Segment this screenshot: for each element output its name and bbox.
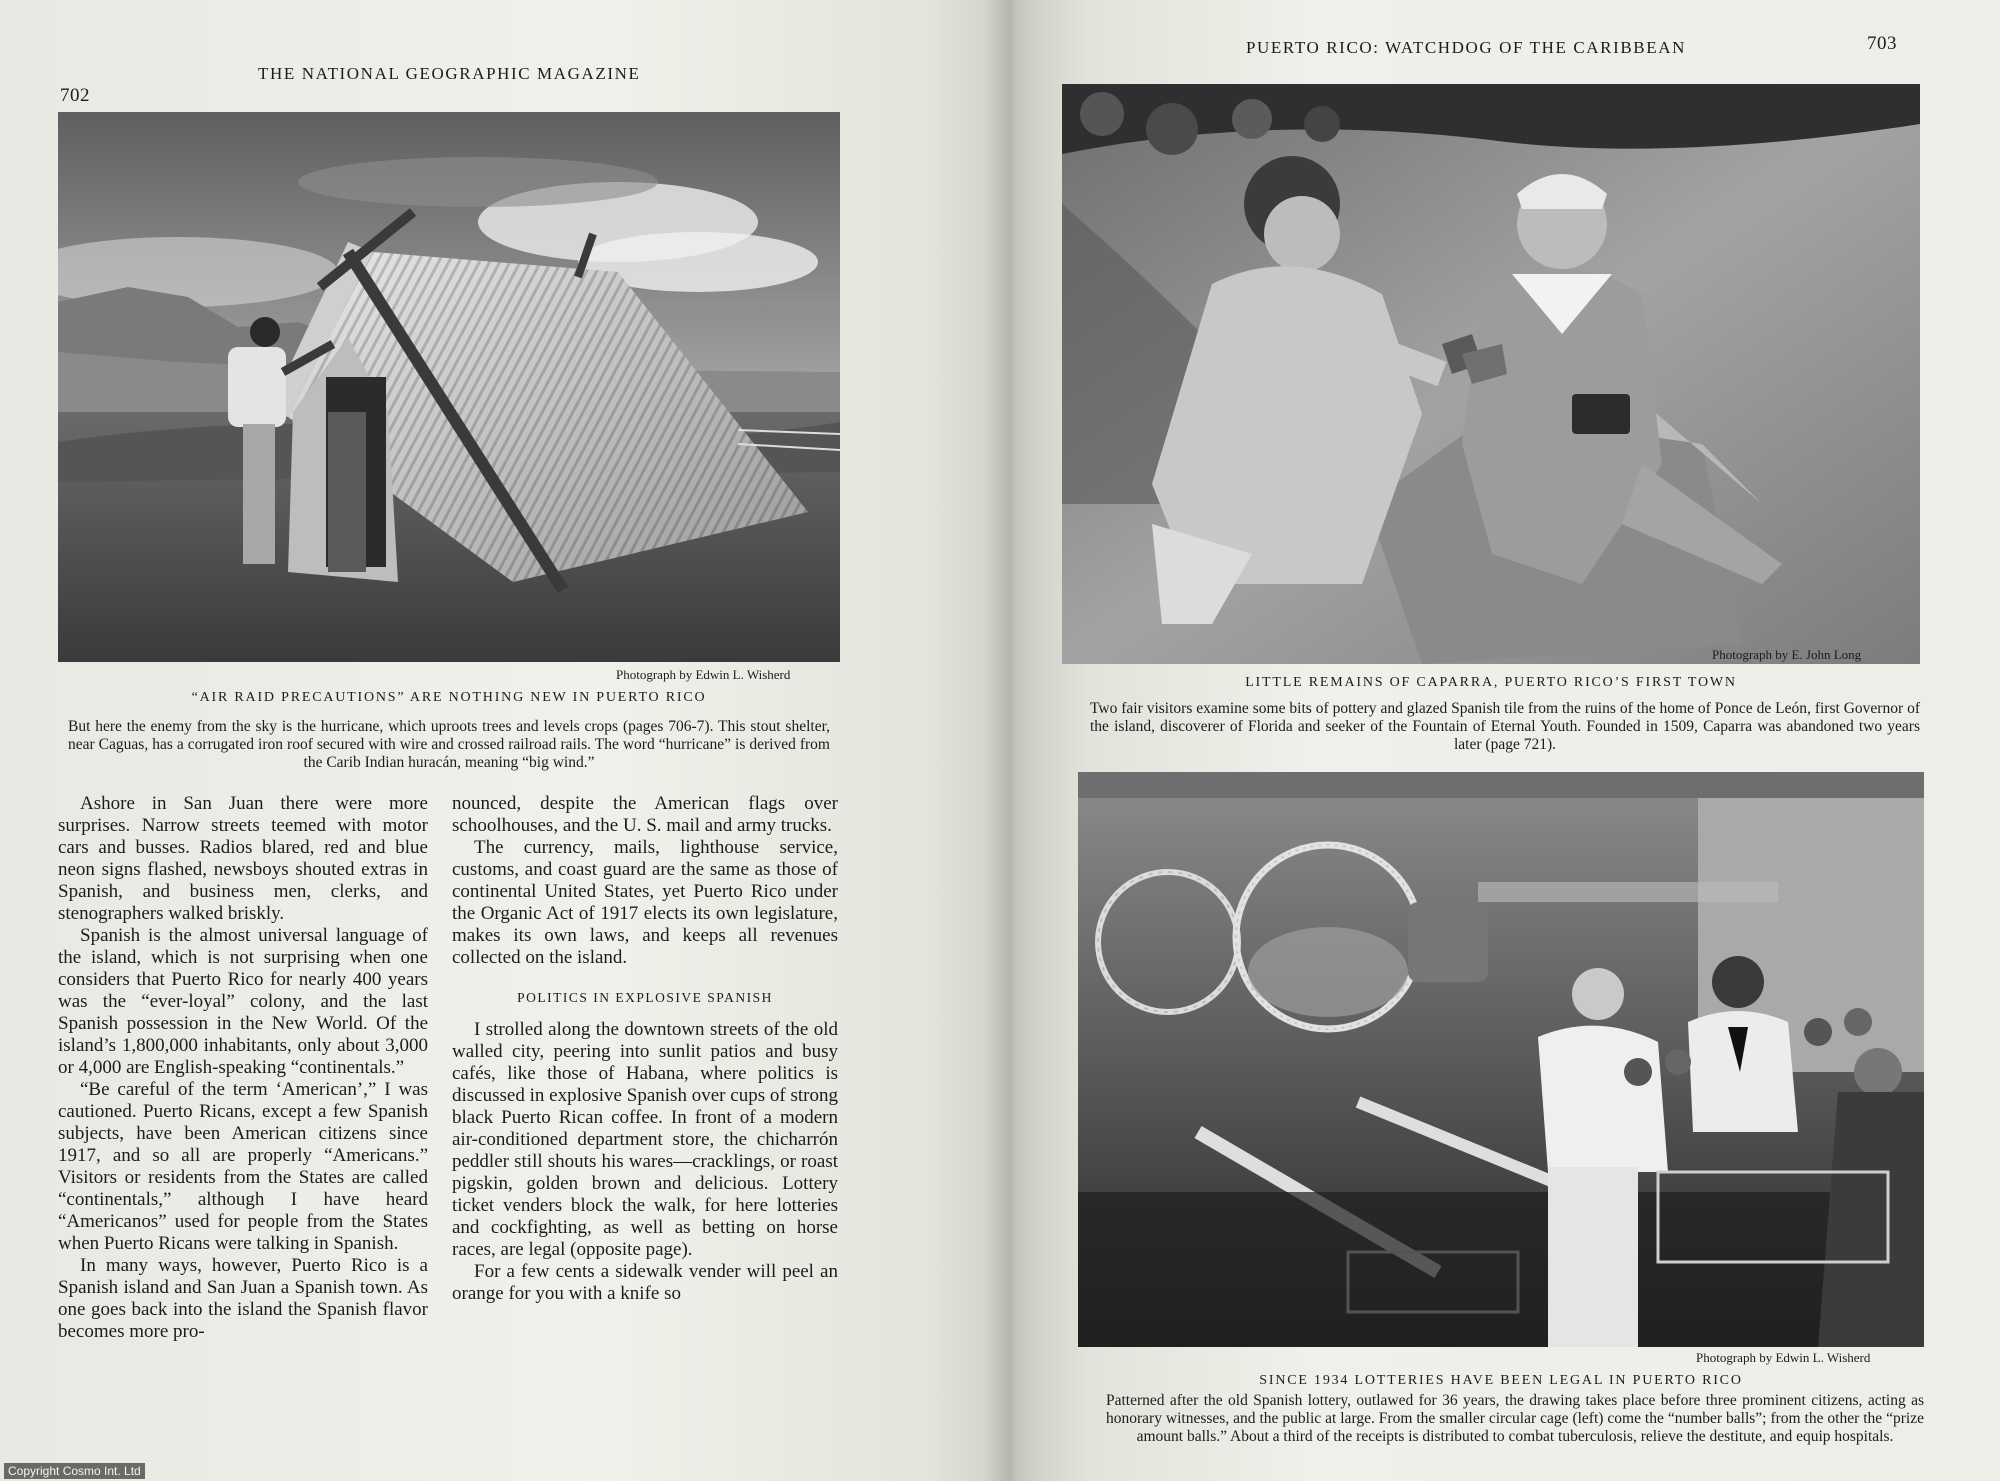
hurricane-shelter-image [58,112,840,662]
shelter-caption-title: “AIR RAID PRECAUTIONS” ARE NOTHING NEW IN PUERTO RICO [191,690,707,705]
copyright-watermark: Copyright Cosmo Int. Ltd [4,1463,145,1479]
lottery-photo [1078,772,1924,1347]
right-page [1010,0,2000,1481]
caparra-image [1062,84,1920,664]
caparra-photo-credit: Photograph by E. John Long [1712,647,1862,662]
lottery-caption-body: Patterned after the old Spanish lottery, outlawed for 36 years, the drawing takes place before three prominent citizens, acting as honorary witnesses, and the public at large. From the smaller circular cage (left) come the “number balls”; from the other the “prize amount balls.” About a third of the receipts is distributed to combat tuberculosis, relieve the destitute, and equip hospitals. [1106,1392,1924,1445]
lottery-caption-title: SINCE 1934 LOTTERIES HAVE BEEN LEGAL IN PUERTO RICO [1259,1373,1743,1388]
caparra-photo [1062,84,1920,664]
paragraph: For a few cents a sidewalk vender will peel an orange for you with a knife so [452,1261,838,1304]
paragraph: I strolled along the downtown streets of the old walled city, peering into sunlit patios and busy cafés, like those of Habana, where politics is discussed in explosive Spanish over cups of strong black Puerto Rican coffee. In front of a modern air-conditioned department store, the chicharrón peddler still shouts his wares—cracklings, or roast pigskin, golden brown and delicious. Lottery ticket venders block the walk, for here lotteries and cockfighting, as well as betting on horse races, are legal (opposite page). [452,1019,838,1260]
left-text-column-2 [452,793,838,1305]
book-gutter-shadow [985,0,1035,1481]
paragraph: The currency, mails, lighthouse service, customs, and coast guard are the same as those of continental United States, yet Puerto Rico under the Organic Act of 1917 elects its own legislature, makes its own laws, and keeps all revenues collected on the island. [452,837,838,968]
caparra-caption-title: LITTLE REMAINS OF CAPARRA, PUERTO RICO’S FIRST TOWN [1245,675,1737,690]
right-page-number: 703 [1867,33,1897,54]
left-running-head: THE NATIONAL GEOGRAPHIC MAGAZINE [258,64,641,83]
caparra-caption-body: Two fair visitors examine some bits of pottery and glazed Spanish tile from the ruins of the home of Ponce de León, first Governor of the island, discoverer of Florida and seeker of the Fountain of Eternal Youth. Founded in 1509, Caparra was abandoned two years later (page 721). [1090,700,1920,753]
lottery-photo-credit: Photograph by Edwin L. Wisherd [1696,1350,1871,1365]
paragraph: In many ways, however, Puerto Rico is a Spanish island and San Juan a Spanish town. As one goes back into the island the Spanish flavor becomes more pro- [58,1255,428,1342]
hurricane-shelter-photo [58,112,840,662]
paragraph: “Be careful of the term ‘American’,” I was cautioned. Puerto Ricans, except a few Spanish subjects, have been American citizens since 1917, and so all are properly “Americans.” Visitors or residents from the States are called “continentals,” although I have heard “Americanos” used for people from the States when Puerto Ricans were talking in Spanish. [58,1079,428,1254]
left-text-column-1 [58,793,428,1343]
paragraph: Ashore in San Juan there were more surprises. Narrow streets teemed with motor cars and busses. Radios blared, red and blue neon signs flashed, newsboys shouted extras in Spanish, and business men, clerks, and stenographers walked briskly. [58,793,428,924]
shelter-caption-body: But here the enemy from the sky is the hurricane, which uproots trees and levels crops (pages 706-7). This stout shelter, near Caguas, has a corrugated iron roof secured with wire and crossed railroad rails. The word “hurricane” is derived from the Carib Indian huracán, meaning “big wind.” [68,718,830,771]
shelter-photo-credit: Photograph by Edwin L. Wisherd [616,667,791,682]
lottery-image [1078,772,1924,1347]
section-subhead: POLITICS IN EXPLOSIVE SPANISH [517,990,773,1005]
paragraph: nounced, despite the American flags over schoolhouses, and the U. S. mail and army trucks. [452,793,838,836]
right-running-head: PUERTO RICO: WATCHDOG OF THE CARIBBEAN [1246,38,1686,57]
paragraph: Spanish is the almost universal language of the island, which is not surprising when one considers that Puerto Rico for nearly 400 years was the “ever-loyal” colony, and the last Spanish possession in the New World. Of the island’s 1,800,000 inhabitants, only about 3,000 or 4,000 are English-speaking “continentals.” [58,925,428,1078]
left-page-number: 702 [60,85,90,106]
